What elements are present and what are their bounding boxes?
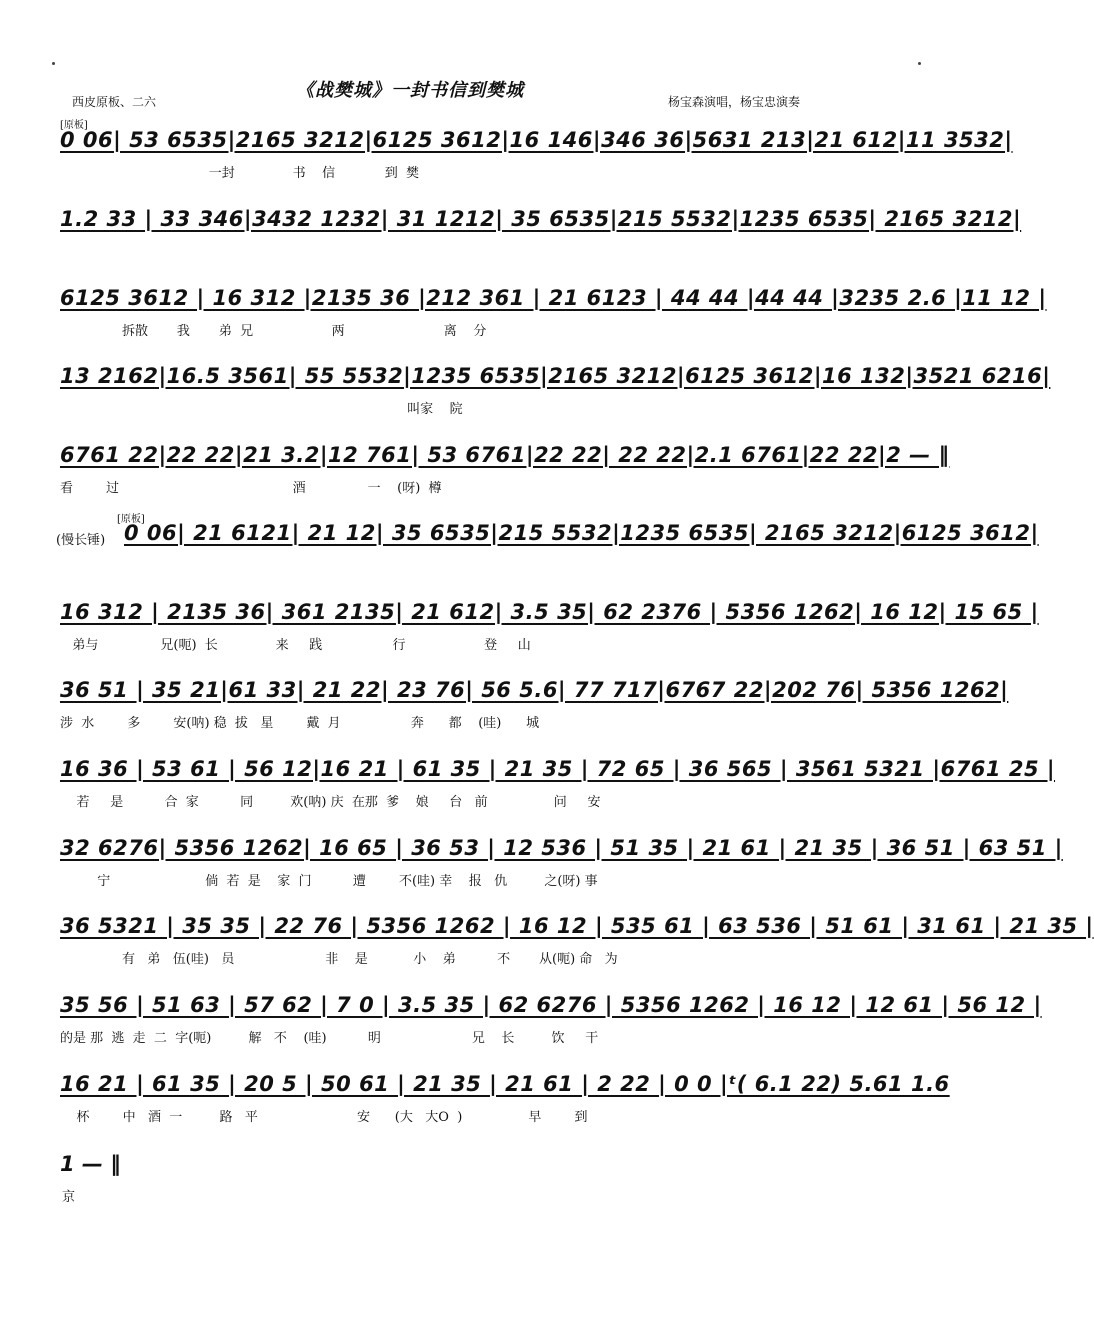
lyric-line: 有 弟 伍(哇) 员 非 是 小 弟 不 从(呃) 命 为 — [60, 952, 618, 967]
section-mark: [原板] — [117, 514, 145, 525]
notation-line: 6761 22|22 22|21 3.2|12 761| 53 6761|22 22| 22 22|2.1 6761|22 22|2 — ‖ — [60, 443, 950, 467]
lyric-line: 看 过 酒 一 (呀) 樽 — [60, 481, 442, 496]
lyric-line: 叫家 院 — [60, 402, 463, 417]
lyric-line: 若 是 合 家 同 欢(呐) 庆 在那 爹 娘 台 前 问 安 — [60, 795, 601, 810]
final-lyric: 京 — [62, 1190, 76, 1205]
score-header — [0, 0, 977, 130]
lyric-line: 弟与 兄(呃) 长 来 践 行 登 山 — [60, 638, 531, 653]
lyric-line: 拆散 我 弟 兄 两 离 分 — [60, 324, 487, 339]
notation-line: 32 6276| 5356 1262| 16 65 | 36 53 | 12 536 | 51 35 | 21 61 | 21 35 | 36 51 | 63 51 | — [60, 836, 1063, 860]
lyric-line: 宁 倘 若 是 家 门 遭 不(哇) 幸 报 仇 之(呀) 事 — [60, 874, 598, 889]
notation-line: 36 5321 | 35 35 | 22 76 | 5356 1262 | 16 12 | 535 61 | 63 536 | 51 61 | 31 61 | 21 35 | — [60, 914, 1094, 938]
banqiang-label: 西皮原板、二六 — [72, 95, 157, 109]
corner-dot — [52, 62, 55, 65]
lyric-line: 的是 那 逃 走 二 字(呃) 解 不 (哇) 明 兄 长 饮 干 — [60, 1031, 599, 1046]
notation-line: 13 2162|16.5 3561| 55 5532|1235 6535|2165 3212|6125 3612|16 132|3521 6216| — [60, 364, 1051, 388]
performers-label: 杨宝森演唱，杨宝忠演奏 — [668, 95, 801, 109]
notation-line: 16 21 | 61 35 | 20 5 | 50 61 | 21 35 | 21 61 | 2 22 | 0 0 |ᵗ( 6.1 22) 5.61 1.6 — [60, 1072, 950, 1096]
lyric-line: 一封 书 信 到 樊 — [60, 166, 419, 181]
lyric-line: 涉 水 多 安(呐) 稳 拔 星 戴 月 奔 都 (哇) 城 — [60, 716, 540, 731]
notation-line: 36 51 | 35 21|61 33| 21 22| 23 76| 56 5.6| 77 717|6767 22|202 76| 5356 1262| — [60, 678, 1009, 702]
corner-dot — [918, 62, 921, 65]
score-title: 《战樊城》一封书信到樊城 — [296, 80, 524, 101]
lyric-line: 杯 中 酒 一 路 平 安 (大 大O ) 早 到 — [60, 1110, 588, 1125]
notation-line: 16 36 | 53 61 | 56 12|16 21 | 61 35 | 21 35 | 72 65 | 36 565 | 3561 5321 |6761 25 | — [60, 757, 1056, 781]
notation-line: 1.2 33 | 33 346|3432 1232| 31 1212| 35 6535|215 5532|1235 6535| 2165 3212| — [60, 207, 1022, 231]
notation-line: 35 56 | 51 63 | 57 62 | 7 0 | 3.5 35 | 62 6276 | 5356 1262 | 16 12 | 12 61 | 56 12 | — [60, 993, 1042, 1017]
notation-line: 6125 3612 | 16 312 |2135 36 |212 361 | 21 6123 | 44 44 |44 44 |3235 2.6 |11 12 | — [60, 286, 1047, 310]
notation-line: 0 06| 53 6535|2165 3212|6125 3612|16 146|346 36|5631 213|21 612|11 3532| — [60, 128, 1013, 152]
notation-line: 16 312 | 2135 36| 361 2135| 21 612| 3.5 35| 62 2376 | 5356 1262| 16 12| 15 65 | — [60, 600, 1039, 624]
final-measure: 1 — ‖ — [60, 1152, 121, 1176]
section-mark: [原板] — [60, 120, 88, 131]
notation-line: 0 06| 21 6121| 21 12| 35 6535|215 5532|1235 6535| 2165 3212|6125 3612| — [124, 521, 1039, 545]
percussion-prefix: (慢长锤) — [56, 533, 106, 548]
